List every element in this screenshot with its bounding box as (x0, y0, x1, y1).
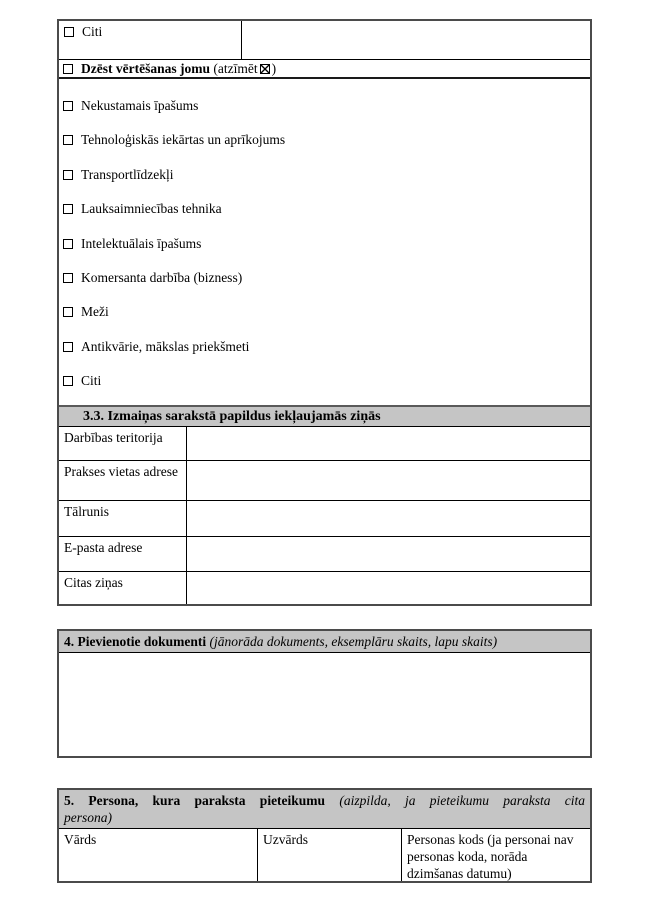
row-value-cell[interactable] (187, 501, 590, 536)
area-checkbox[interactable] (63, 342, 73, 352)
personal-code-label: Personas kods (ja personai nav personas koda, norāda dzimšanas datumu) (407, 832, 574, 881)
table-row (59, 427, 590, 461)
delete-area-checkbox[interactable] (63, 64, 73, 74)
area-checkbox[interactable] (63, 239, 73, 249)
area-checkbox[interactable] (63, 307, 73, 317)
citi-cell (59, 21, 242, 59)
row-label: Citas ziņas (59, 572, 187, 604)
section-5-subtitle-part1: (aizpilda, ja pieteikumu paraksta cita (339, 793, 585, 808)
name-label: Vārds (64, 832, 97, 847)
row-label: E-pasta adrese (59, 537, 187, 571)
citi-value-cell[interactable] (242, 21, 590, 59)
personal-code-cell[interactable] (402, 829, 590, 881)
delete-area-header-row (59, 60, 590, 79)
citi-checkbox[interactable] (64, 27, 74, 37)
area-checkbox[interactable] (63, 135, 73, 145)
section-5-header (59, 790, 590, 829)
section-5-title-line1 (64, 792, 585, 809)
area-label: Komersanta darbība (bizness) (81, 270, 243, 286)
table-row (59, 537, 590, 572)
area-checkbox[interactable] (63, 273, 73, 283)
row-value-cell[interactable] (187, 427, 590, 460)
list-item (63, 89, 586, 123)
delete-area-label: Dzēst vērtēšanas jomu (81, 61, 210, 76)
table-row (59, 501, 590, 537)
area-label: Intelektuālais īpašums (81, 235, 202, 251)
row-label: Prakses vietas adrese (59, 461, 187, 500)
table-row (59, 572, 590, 604)
section-5-subtitle-part2: persona) (64, 810, 112, 825)
section-4-title: 4. Pievienotie dokumenti (64, 634, 207, 649)
checked-box-icon (260, 64, 270, 74)
area-checkbox[interactable] (63, 170, 73, 180)
list-item (63, 158, 586, 192)
area-checkbox[interactable] (63, 204, 73, 214)
list-item (63, 295, 586, 329)
area-label: Meži (81, 304, 109, 320)
area-label: Tehnoloģiskās iekārtas un aprīkojums (81, 132, 286, 148)
documents-input-area[interactable] (59, 653, 590, 756)
citi-label: Citi (82, 24, 103, 39)
section-5-title-line2 (64, 809, 585, 826)
area-label: Antikvārie, mākslas priekšmeti (81, 338, 250, 354)
area-label: Lauksaimniecības tehnika (81, 201, 222, 217)
row-label: Darbības teritorija (59, 427, 187, 460)
delete-area-hint-prefix: (atzīmēt (213, 61, 258, 76)
form-document (57, 19, 592, 883)
section-4-header (59, 631, 590, 653)
citi-row (59, 21, 590, 60)
row-value-cell[interactable] (187, 572, 590, 604)
section-5-title: 5. Persona, kura paraksta pieteikumu (64, 793, 326, 808)
delete-area-hint-suffix: ) (271, 61, 277, 76)
row-value-cell[interactable] (187, 537, 590, 571)
list-item (63, 364, 586, 398)
surname-cell[interactable] (258, 829, 402, 881)
signing-person-table (57, 788, 592, 883)
surname-label: Uzvārds (263, 832, 308, 847)
table-row (59, 461, 590, 501)
list-item (63, 192, 586, 226)
list-item (63, 123, 586, 157)
attached-documents-table (57, 629, 592, 758)
area-checkbox[interactable] (63, 101, 73, 111)
list-item (63, 330, 586, 364)
area-label: Transportlīdzekļi (81, 166, 174, 182)
section-4-subtitle: (jānorāda dokuments, eksemplāru skaits, lapu skaits) (209, 634, 498, 649)
list-item (63, 227, 586, 261)
row-label: Tālrunis (59, 501, 187, 536)
area-checkbox[interactable] (63, 376, 73, 386)
valuation-area-list (59, 79, 590, 405)
signing-person-row (59, 829, 590, 881)
section-3-3-header: 3.3. Izmaiņas sarakstā papildus iekļaujamās ziņās (59, 405, 590, 427)
valuation-areas-table (57, 19, 592, 606)
row-value-cell[interactable] (187, 461, 590, 500)
name-cell[interactable] (59, 829, 258, 881)
area-label: Citi (81, 373, 102, 389)
list-item (63, 261, 586, 295)
area-label: Nekustamais īpašums (81, 98, 199, 113)
